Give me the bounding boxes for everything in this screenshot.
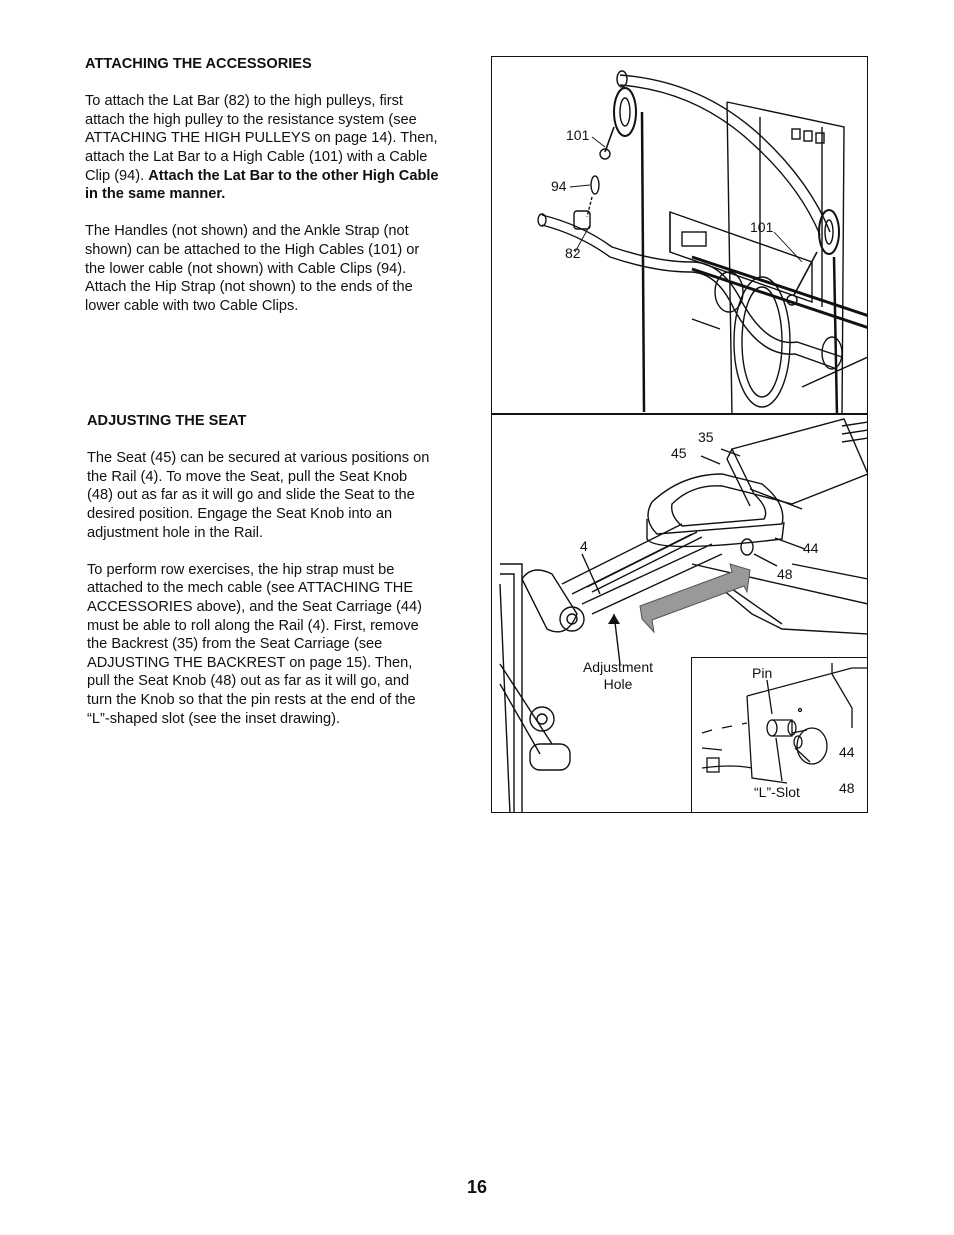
text-line: Attach the Hip Strap (not shown) to the ends of the: [85, 279, 413, 296]
callout-82: 82: [565, 245, 581, 261]
callout-101-right: 101: [750, 219, 774, 235]
callout-101-left: 101: [566, 127, 590, 143]
text-line: lower cable with two Cable Clips.: [85, 297, 299, 314]
callout-l-slot: “L”-Slot: [754, 784, 800, 800]
text-line: ATTACHING THE HIGH PULLEYS on page 14). Then,: [85, 130, 438, 147]
callout-48: 48: [777, 566, 793, 582]
text-line: the Backrest (35) from the Seat Carriage (see: [87, 636, 383, 653]
bold-instruction: Attach the Lat Bar to the other High Cable: [148, 167, 439, 184]
callout-adjustment-line2: Hole: [603, 676, 633, 692]
page-number: 16: [467, 1177, 488, 1197]
figure-lat-bar-attachment: [491, 56, 868, 415]
heading-attaching-accessories: ATTACHING THE ACCESSORIES: [85, 56, 312, 72]
text-line: pull the Seat Knob (48) out as far as it will go, and: [87, 673, 410, 690]
text-line: To perform row exercises, the hip strap must be: [87, 561, 395, 578]
callout-44: 44: [803, 540, 819, 556]
text-line: the Rail (4). To move the Seat, pull the Seat Knob: [87, 468, 408, 485]
lat-bar-illustration: [492, 57, 868, 415]
text-line: attach the Lat Bar to a High Cable (101) with a Cable: [85, 148, 428, 165]
text-line: The Seat (45) can be secured at various positions on: [87, 450, 430, 467]
inset-l-slot-detail: [691, 657, 868, 813]
bold-instruction-end: in the same manner.: [85, 186, 226, 203]
text-line: attach the high pulley to the resistance system (see: [85, 111, 417, 128]
text-line: turn the Knob so that the pin rests at the end of the: [87, 691, 416, 708]
text-line: adjustment hole in the Rail.: [87, 524, 264, 541]
text-line: ADJUSTING THE BACKREST on page 15). Then,: [87, 654, 413, 671]
text-line: shown) can be attached to the High Cables (101) or: [85, 241, 420, 258]
heading-adjusting-seat: ADJUSTING THE SEAT: [87, 413, 247, 429]
accessories-paragraph-2: [85, 222, 465, 315]
seat-paragraph-2: [87, 561, 467, 728]
text-line: The Handles (not shown) and the Ankle Strap (not: [85, 223, 409, 240]
callout-adjustment-line1: Adjustment: [582, 659, 654, 675]
text-line: (48) out as far as it will go and slide the Seat to the: [87, 487, 415, 504]
text-line: ACCESSORIES above), and the Seat Carriage (44): [87, 598, 423, 615]
figure-seat-adjustment: [491, 413, 868, 813]
section-attaching-accessories: [85, 55, 465, 315]
text-line: “L”-shaped slot (see the inset drawing).: [87, 710, 341, 727]
text-line: To attach the Lat Bar (82) to the high pulleys, first: [85, 93, 403, 110]
text-line: the lower cable (not shown) with Cable Clips (94).: [85, 260, 407, 277]
callout-inset-44: 44: [839, 744, 855, 760]
accessories-paragraph-1: [85, 92, 465, 204]
callout-4: 4: [580, 538, 588, 554]
text-line: attached to the mech cable (see ATTACHING THE: [87, 580, 414, 597]
seat-paragraph-1: [87, 449, 467, 542]
text-line: must be able to roll along the Rail (4). First, remove: [87, 617, 419, 634]
text-line: Clip (94).: [85, 167, 149, 184]
section-adjusting-seat: [87, 412, 467, 728]
callout-inset-48: 48: [839, 780, 855, 796]
callout-45: 45: [671, 445, 687, 461]
callout-pin: Pin: [752, 665, 773, 681]
callout-35: 35: [698, 429, 714, 445]
callout-94: 94: [551, 178, 567, 194]
text-line: desired position. Engage the Seat Knob into an: [87, 505, 393, 522]
callout-adjustment-hole: [578, 659, 658, 693]
